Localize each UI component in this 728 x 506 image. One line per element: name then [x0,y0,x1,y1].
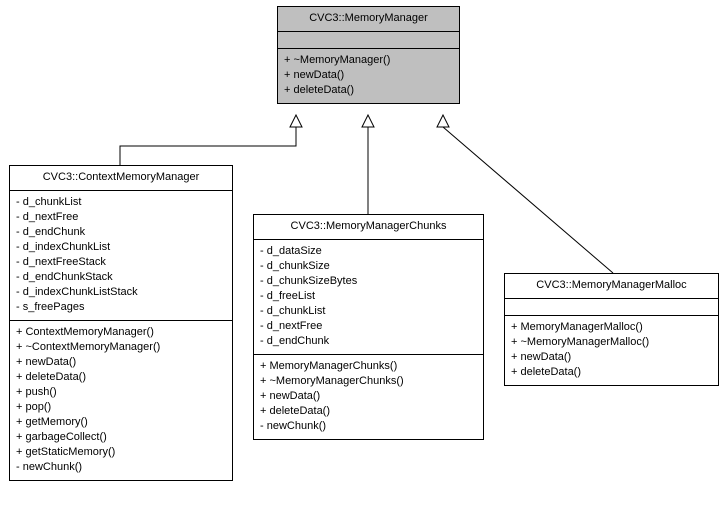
class-methods-contextmemorymanager [10,321,232,480]
class-attributes-memorymanager [278,32,459,48]
class-attribute: - d_chunkSize [260,260,330,272]
class-method: + ~MemoryManagerChunks() [260,375,404,387]
class-attribute: - d_chunkList [16,196,82,208]
class-method: + ~ContextMemoryManager() [16,341,161,353]
class-attribute: - d_endChunk [16,226,86,238]
class-name-memorymanager: CVC3::MemoryManager [309,12,428,24]
class-attribute: - d_freeList [260,290,316,302]
class-node-memorymanagerchunks[interactable] [253,214,484,440]
class-method: + deleteData() [284,84,355,96]
class-methods-memorymanagerchunks [254,355,483,439]
class-attribute: - d_nextFreeStack [16,256,106,268]
class-attribute: - d_endChunk [260,335,330,347]
class-attribute: - d_indexChunkList [16,241,111,253]
class-method: + ContextMemoryManager() [16,326,154,338]
class-name-memorymanagerchunks: CVC3::MemoryManagerChunks [290,220,447,232]
class-method: + newData() [511,351,572,363]
class-attribute: - d_indexChunkListStack [16,286,138,298]
class-methods-memorymanagermalloc [505,316,718,385]
class-methods-memorymanager [278,49,459,103]
class-method: + newData() [16,356,77,368]
class-attribute: - d_nextFree [260,320,323,332]
class-method: + push() [16,386,57,398]
class-method: + MemoryManagerMalloc() [511,321,643,333]
class-method: - newChunk() [260,420,327,432]
class-method: + getMemory() [16,416,88,428]
class-attribute: - d_chunkList [260,305,326,317]
class-attributes-memorymanagerchunks [254,240,483,354]
class-attribute: - d_chunkSizeBytes [260,275,358,287]
class-method: + ~MemoryManagerMalloc() [511,336,650,348]
class-method: + deleteData() [511,366,582,378]
class-method: + deleteData() [260,405,331,417]
class-attributes-contextmemorymanager [10,191,232,320]
class-attribute: - d_dataSize [260,245,322,257]
class-method: + deleteData() [16,371,87,383]
class-node-memorymanagermalloc[interactable] [504,273,719,386]
class-method: + garbageCollect() [16,431,107,443]
class-method: + ~MemoryManager() [284,54,391,66]
class-method: + getStaticMemory() [16,446,116,458]
class-node-contextmemorymanager[interactable] [9,165,233,481]
class-method: + pop() [16,401,52,413]
class-attributes-memorymanagermalloc [505,299,718,315]
class-method: + newData() [260,390,321,402]
class-method: - newChunk() [16,461,83,473]
class-name-contextmemorymanager: CVC3::ContextMemoryManager [42,171,200,183]
class-method: + MemoryManagerChunks() [260,360,398,372]
class-node-memorymanager[interactable] [277,6,460,104]
class-attribute: - d_nextFree [16,211,79,223]
class-method: + newData() [284,69,345,81]
class-attribute: - s_freePages [16,301,85,313]
class-name-memorymanagermalloc: CVC3::MemoryManagerMalloc [536,279,687,291]
class-attribute: - d_endChunkStack [16,271,113,283]
